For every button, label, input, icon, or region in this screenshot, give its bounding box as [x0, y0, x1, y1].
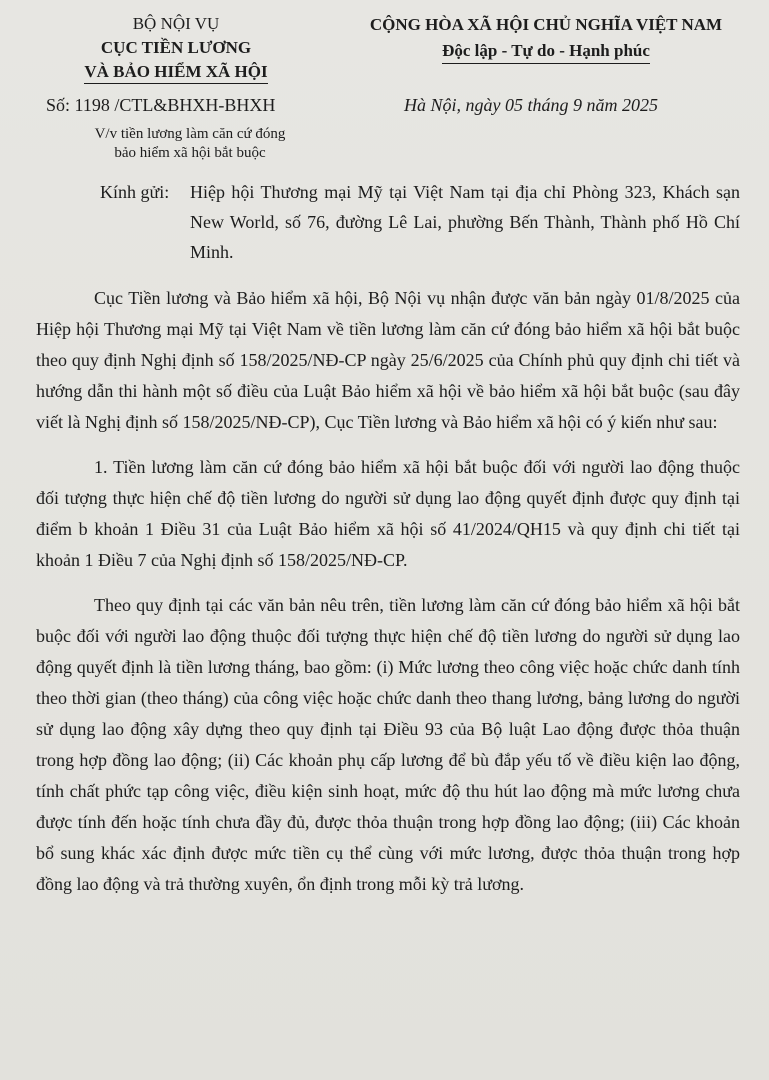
recipient-block [100, 177, 740, 267]
national-motto: Độc lập - Tự do - Hạnh phúc [442, 39, 650, 64]
country-name: CỘNG HÒA XÃ HỘI CHỦ NGHĨA VIỆT NAM [369, 15, 723, 34]
national-title [330, 12, 762, 64]
document-subject [40, 125, 340, 163]
date-day: 05 [505, 95, 523, 115]
body-paragraph: Cục Tiền lương và Bảo hiểm xã hội, Bộ Nội vụ nhận được văn bản ngày 01/8/2025 của Hiệp hội Thương mại Mỹ tại Việt Nam về tiền lương làm căn cứ đóng bảo hiểm xã hội bắt buộc theo quy định Nghị định số 158/2025/NĐ-CP ngày 25/6/2025 của Chính phủ quy định chi tiết và hướng dẫn thi hành một số điều của Luật Bảo hiểm xã hội về bảo hiểm xã hội bắt buộc (sau đây viết là Nghị định số 158/2025/NĐ-CP), Cục Tiền lương và Bảo hiểm xã hội có ý kiến như sau: [36, 288, 740, 432]
ministry-name: BỘ NỘI VỤ [132, 14, 220, 33]
place-date [404, 95, 658, 116]
body-paragraph: 1. Tiền lương làm căn cứ đóng bảo hiểm xã hội bắt buộc đối với người lao động thuộc đối tượng thực hiện chế độ tiền lương do người sử dụng lao động quyết định được quy định tại điểm b khoản 1 Điều 31 của Luật Bảo hiểm xã hội số 41/2024/QH15 và quy định chi tiết tại khoản 1 Điều 7 của Nghị định số 158/2025/NĐ-CP. [36, 457, 740, 570]
number-code: /CTL&BHXH-BHXH [114, 95, 276, 115]
subject-line2: bảo hiểm xã hội bắt buộc [114, 145, 266, 161]
recipient-label: Kính gửi: [100, 182, 170, 202]
date-year: 2025 [622, 95, 658, 115]
recipient-text: Hiệp hội Thương mại Mỹ tại Việt Nam tại địa chỉ Phòng 323, Khách sạn New World, số 76, đường Lê Lai, phường Bến Thành, Thành phố Hồ Chí Minh. [190, 182, 740, 262]
place-date-prefix: Hà Nội, ngày [404, 95, 501, 115]
number-label: Số: [46, 95, 71, 115]
number-value: 1198 [74, 95, 110, 115]
date-month-prefix: tháng 9 năm [527, 95, 618, 115]
body-paragraph: Theo quy định tại các văn bản nêu trên, tiền lương làm căn cứ đóng bảo hiểm xã hội bắt buộc đối với người lao động thuộc đối tượng thực hiện chế độ tiền lương do người sử dụng lao động quyết định là tiền lương tháng, bao gồm: (i) Mức lương theo công việc hoặc chức danh tính theo thời gian (theo tháng) của công việc hoặc chức danh theo thang lương, bảng lương do người sử dụng lao động xây dựng theo quy định tại Điều 93 của Bộ luật Lao động được thỏa thuận trong hợp đồng lao động; (ii) Các khoản phụ cấp lương để bù đắp yếu tố về điều kiện lao động, tính chất phức tạp công việc, điều kiện sinh hoạt, mức độ thu hút lao động mà mức lương chưa được tính đến hoặc tính chưa đầy đủ, được thỏa thuận trong hợp đồng lao động; (iii) Các khoản bổ sung khác xác định được mức tiền cụ thể cùng với mức lương, được thỏa thuận trong hợp đồng lao động và trả thường xuyên, ổn định trong mỗi kỳ trả lương. [36, 595, 740, 894]
letter-body [36, 283, 740, 914]
subject-line1: V/v tiền lương làm căn cứ đóng [94, 126, 286, 142]
department-name-line1: CỤC TIỀN LƯƠNG [100, 38, 252, 57]
department-name-line2: VÀ BẢO HIỂM XÃ HỘI [84, 61, 267, 84]
document-number [46, 95, 275, 116]
issuing-agency [16, 12, 336, 84]
